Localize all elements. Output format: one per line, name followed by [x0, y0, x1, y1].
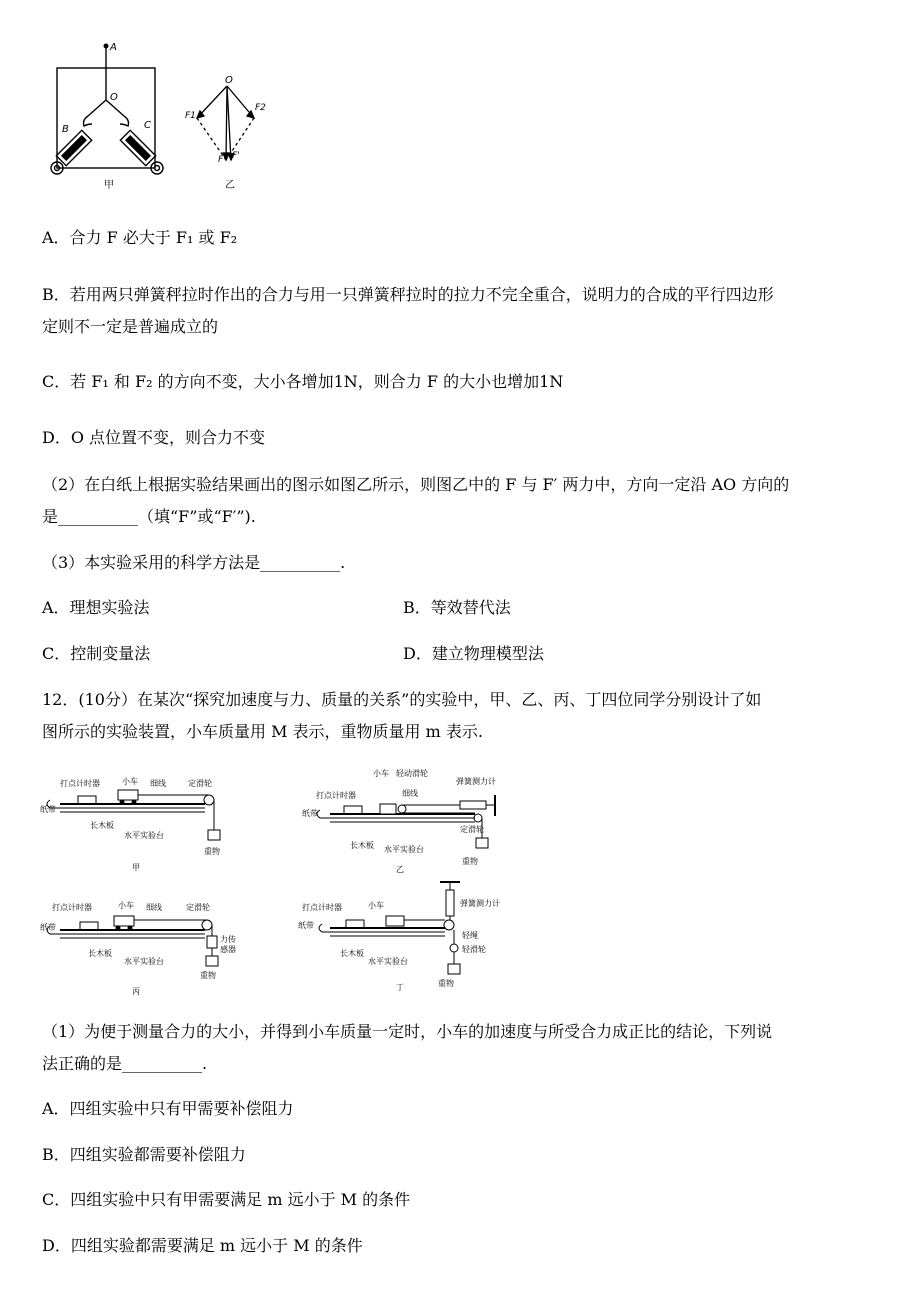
q11-method-a: A．理想实验法 — [42, 598, 150, 617]
jia-tape: 纸带 — [40, 805, 56, 814]
yi-board: 长木板 — [350, 841, 374, 850]
ding-cart: 小车 — [368, 901, 384, 910]
bing-board: 长木板 — [88, 949, 112, 958]
ding-timer: 打点计时器 — [302, 903, 342, 912]
yi-label-fprime: F' — [232, 151, 240, 161]
q11-option-b-line1: B．若用两只弹簧秤拉时作出的合力与用一只弹簧秤拉时的拉力不完全重合，说明力的合成的平行四边形 — [42, 285, 774, 304]
yi-thread: 细线 — [402, 789, 418, 798]
q11-sub3: （3）本实验采用的科学方法是__________. — [42, 553, 346, 572]
ding-tape: 纸带 — [298, 921, 314, 930]
q11-method-d: D．建立物理模型法 — [403, 644, 544, 663]
q11-sub2-line1: （2）在白纸上根据实验结果画出的图示如图乙所示，则图乙中的 F 与 F′ 两力中，方向一定沿 AO 方向的 — [42, 475, 790, 494]
yi-label-f: F — [218, 155, 224, 165]
q11-method-b: B．等效替代法 — [403, 598, 511, 617]
figure-force-composition — [40, 38, 290, 193]
bing-caption: 丙 — [132, 987, 140, 996]
yi-movable-pulley: 轻动滑轮 — [396, 769, 428, 778]
bing-sensor-1: 力传 — [220, 935, 236, 944]
jia-table: 水平实验台 — [124, 831, 164, 840]
yi-spring: 弹簧测力计 — [456, 777, 496, 786]
jia-weight: 重物 — [204, 847, 220, 856]
q12-option-b: B．四组实验都需要补偿阻力 — [42, 1145, 246, 1164]
bing-cart: 小车 — [118, 901, 134, 910]
yi-label-f2: F2 — [255, 103, 266, 113]
yi-label-f1: F1 — [185, 111, 196, 121]
q11-method-c: C．控制变量法 — [42, 644, 151, 663]
ding-pulley: 轻滑轮 — [462, 945, 486, 954]
q12-sub1-line1: （1）为便于测量合力的大小，并得到小车质量一定时，小车的加速度与所受合力成正比的结论，下列说 — [42, 1022, 773, 1041]
ding-board: 长木板 — [340, 949, 364, 958]
label-c: C — [144, 120, 151, 131]
q11-option-b-line2: 定则不一定是普遍成立的 — [42, 317, 219, 336]
ding-rope: 轻绳 — [462, 931, 478, 940]
figure-experiment-setups — [40, 760, 530, 1000]
caption-yi: 乙 — [225, 180, 235, 191]
yi-cart: 小车 — [373, 769, 389, 778]
jia-board: 长木板 — [90, 821, 114, 830]
diagram-yi — [197, 86, 254, 160]
bing-sensor-2: 感器 — [220, 945, 236, 954]
caption-jia: 甲 — [104, 180, 114, 191]
yi-pulley: 定滑轮 — [460, 825, 484, 834]
yi-caption: 乙 — [396, 865, 404, 874]
ding-caption: 丁 — [396, 983, 404, 992]
ding-spring: 弹簧测力计 — [460, 899, 500, 908]
q12-sub1-line2: 法正确的是__________. — [42, 1054, 208, 1073]
q12-stem-line2: 图所示的实验装置，小车质量用 M 表示，重物质量用 m 表示. — [42, 722, 483, 741]
q11-option-d: D．O 点位置不变，则合力不变 — [42, 428, 266, 447]
jia-cart: 小车 — [122, 777, 138, 786]
label-b: B — [62, 124, 69, 135]
ding-weight: 重物 — [438, 979, 454, 988]
bing-tape: 纸带 — [40, 923, 56, 932]
ding-table: 水平实验台 — [368, 957, 408, 966]
yi-timer: 打点计时器 — [316, 791, 356, 800]
bing-pulley: 定滑轮 — [186, 903, 210, 912]
bing-weight: 重物 — [200, 971, 216, 980]
setup-yi — [317, 795, 495, 848]
q12-option-d: D．四组实验都需要满足 m 远小于 M 的条件 — [42, 1236, 363, 1255]
bing-table: 水平实验台 — [124, 957, 164, 966]
label-o: O — [110, 92, 118, 103]
q12-stem-line1: 12．(10分）在某次“探究加速度与力、质量的关系”的实验中，甲、乙、丙、丁四位同学分别设计了如 — [42, 690, 762, 709]
bing-timer: 打点计时器 — [52, 903, 92, 912]
jia-timer: 打点计时器 — [60, 779, 100, 788]
q11-option-a: A．合力 F 必大于 F₁ 或 F₂ — [42, 228, 238, 247]
yi-tape: 纸带 — [302, 809, 318, 818]
yi-weight: 重物 — [462, 857, 478, 866]
yi-table: 水平实验台 — [384, 845, 424, 854]
q11-sub2-line2: 是__________（填“F”或“F′”). — [42, 507, 256, 526]
diagram-jia — [51, 44, 163, 174]
bing-thread: 细线 — [146, 903, 162, 912]
jia-caption: 甲 — [132, 863, 140, 872]
q11-option-c: C．若 F₁ 和 F₂ 的方向不变，大小各增加1N，则合力 F 的大小也增加1N — [42, 372, 564, 391]
q12-option-c: C．四组实验中只有甲需要满足 m 远小于 M 的条件 — [42, 1190, 411, 1209]
jia-pulley: 定滑轮 — [188, 779, 212, 788]
yi-label-o: O — [225, 75, 233, 86]
label-a: A — [110, 42, 117, 53]
jia-thread: 细线 — [150, 779, 166, 788]
q12-option-a: A．四组实验中只有甲需要补偿阻力 — [42, 1099, 294, 1118]
